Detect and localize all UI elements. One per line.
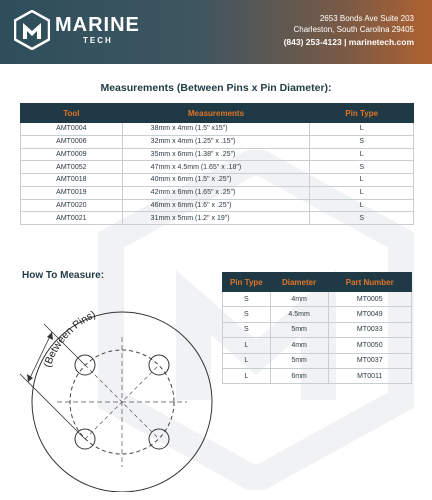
diameter-cell: 4mm bbox=[270, 338, 328, 353]
brand-header bbox=[0, 0, 432, 64]
tool-cell: AMT0021 bbox=[21, 212, 123, 225]
pin-type-cell: L bbox=[310, 199, 414, 212]
measurement-cell: 32mm x 4mm (1.25" x .15") bbox=[122, 135, 310, 148]
table-row bbox=[21, 161, 414, 174]
how-to-measure-title: How To Measure: bbox=[22, 270, 105, 281]
pin-type-cell: L bbox=[310, 174, 414, 187]
part-number-cell: MT0005 bbox=[328, 292, 412, 307]
pin-type-cell: L bbox=[223, 353, 271, 368]
column-header-pin-type: Pin Type bbox=[223, 273, 271, 292]
pin-type-cell: L bbox=[310, 123, 414, 136]
part-number-cell: MT0033 bbox=[328, 322, 412, 337]
between-pins-label: (Between Pins) bbox=[41, 308, 98, 369]
pin-type-cell: S bbox=[223, 322, 271, 337]
marine-tech-logo-icon bbox=[14, 10, 50, 50]
diameter-cell: 5mm bbox=[270, 322, 328, 337]
measurement-cell: 35mm x 6mm (1.38" x .25") bbox=[122, 148, 310, 161]
tool-cell: AMT0018 bbox=[21, 174, 123, 187]
column-header-part-number: Part Number bbox=[328, 273, 412, 292]
tool-cell: AMT0019 bbox=[21, 186, 123, 199]
table-row bbox=[223, 307, 412, 322]
pin-type-cell: L bbox=[223, 338, 271, 353]
measurements-table bbox=[20, 103, 414, 225]
pin-type-cell: S bbox=[310, 212, 414, 225]
pin-type-cell: L bbox=[310, 148, 414, 161]
table-row bbox=[223, 338, 412, 353]
flange-measurement-diagram bbox=[14, 292, 214, 492]
brand-name: MARINE bbox=[55, 14, 140, 36]
part-number-cell: MT0037 bbox=[328, 353, 412, 368]
measurement-cell: 40mm x 6mm (1.5" x .25") bbox=[122, 174, 310, 187]
table-row bbox=[223, 353, 412, 368]
tool-cell: AMT0006 bbox=[21, 135, 123, 148]
pin-type-cell: L bbox=[223, 368, 271, 383]
diameter-cell: 5mm bbox=[270, 353, 328, 368]
column-header-pin-type: Pin Type bbox=[310, 104, 414, 123]
diameter-cell: 6mm bbox=[270, 368, 328, 383]
measurements-title: Measurements (Between Pins x Pin Diameter): bbox=[100, 82, 332, 94]
part-number-cell: MT0050 bbox=[328, 338, 412, 353]
pin-sizes-table bbox=[222, 272, 412, 384]
measurement-cell: 46mm x 6mm (1.6" x .25") bbox=[122, 199, 310, 212]
measurement-cell: 42mm x 6mm (1.65" x .25") bbox=[122, 186, 310, 199]
measurement-cell: 38mm x 4mm (1.5" x15") bbox=[122, 123, 310, 136]
tool-cell: AMT0020 bbox=[21, 199, 123, 212]
pin-type-cell: S bbox=[223, 307, 271, 322]
tool-cell: AMT0052 bbox=[21, 161, 123, 174]
table-row bbox=[21, 186, 414, 199]
table-row bbox=[21, 199, 414, 212]
pin-type-cell: L bbox=[310, 186, 414, 199]
table-row bbox=[223, 322, 412, 337]
table-row bbox=[21, 212, 414, 225]
column-header-diameter: Diameter bbox=[270, 273, 328, 292]
part-number-cell: MT0049 bbox=[328, 307, 412, 322]
part-number-cell: MT0011 bbox=[328, 368, 412, 383]
address-line-2: Charleston, South Carolina 29405 bbox=[293, 25, 414, 34]
pin-type-cell: S bbox=[223, 292, 271, 307]
brand-subtitle: TECH bbox=[83, 36, 113, 45]
table-row bbox=[21, 148, 414, 161]
diameter-cell: 4mm bbox=[270, 292, 328, 307]
tool-cell: AMT0004 bbox=[21, 123, 123, 136]
column-header-tool: Tool bbox=[21, 104, 123, 123]
phone-website: (843) 253-4123 | marinetech.com bbox=[283, 37, 414, 47]
table-row bbox=[21, 135, 414, 148]
tool-cell: AMT0009 bbox=[21, 148, 123, 161]
pin-type-cell: S bbox=[310, 161, 414, 174]
table-row bbox=[223, 368, 412, 383]
address-line-1: 2653 Bonds Ave Suite 203 bbox=[319, 14, 414, 23]
pin-type-cell: S bbox=[310, 135, 414, 148]
diameter-cell: 4.5mm bbox=[270, 307, 328, 322]
table-row bbox=[223, 292, 412, 307]
column-header-measurements: Measurements bbox=[122, 104, 310, 123]
table-row bbox=[21, 174, 414, 187]
table-row bbox=[21, 123, 414, 136]
measurement-cell: 47mm x 4.5mm (1.65" x .18") bbox=[122, 161, 310, 174]
measurement-cell: 31mm x 5mm (1.2" x 19") bbox=[122, 212, 310, 225]
